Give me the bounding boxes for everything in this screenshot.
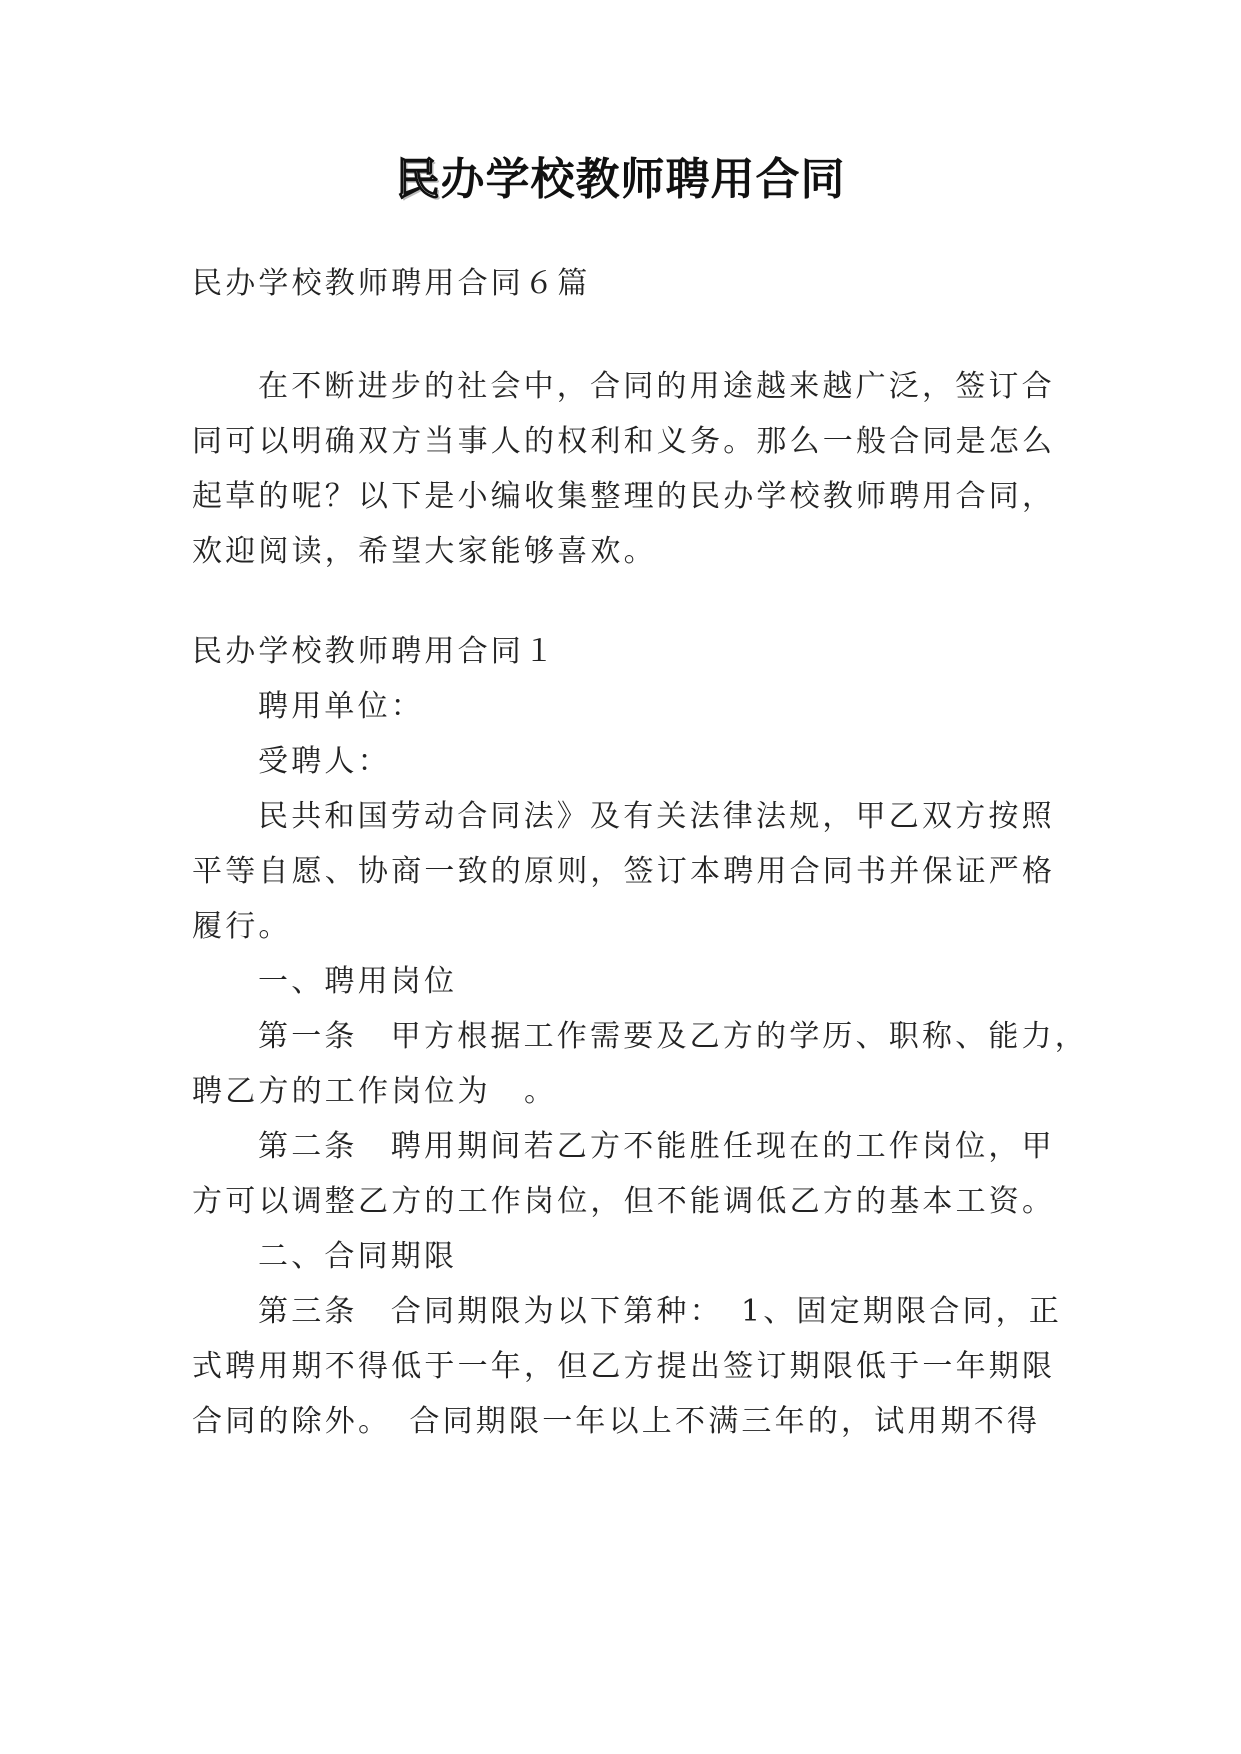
section-heading: 民办学校教师聘用合同１ bbox=[192, 634, 558, 669]
chapter-heading-2: 二、合同期限 bbox=[258, 1239, 458, 1274]
employee-label: 受聘人： bbox=[258, 744, 391, 779]
preamble-line-2: 平等自愿、协商一致的原则，签订本聘用合同书并保证严格 bbox=[192, 854, 1056, 889]
article-1-line-1: 第一条 甲方根据工作需要及乙方的学历、职称、能力， bbox=[258, 1019, 1088, 1054]
intro-paragraph-line-3: 起草的呢？以下是小编收集整理的民办学校教师聘用合同， bbox=[192, 479, 1056, 514]
intro-paragraph-line-4: 欢迎阅读，希望大家能够喜欢。 bbox=[192, 534, 657, 569]
article-3-line-3: 合同的除外。 合同期限一年以上不满三年的，试用期不得 bbox=[192, 1404, 1041, 1439]
article-3-line-1: 第三条 合同期限为以下第种： 1、固定期限合同，正 bbox=[258, 1294, 1063, 1329]
article-2-line-1: 第二条 聘用期间若乙方不能胜任现在的工作岗位，甲 bbox=[258, 1129, 1055, 1164]
subtitle-line: 民办学校教师聘用合同６篇 bbox=[192, 266, 591, 301]
employer-label: 聘用单位： bbox=[258, 689, 424, 724]
article-2-line-2: 方可以调整乙方的工作岗位，但不能调低乙方的基本工资。 bbox=[192, 1184, 1056, 1219]
article-1-line-2: 聘乙方的工作岗位为 。 bbox=[192, 1074, 558, 1109]
document-title bbox=[0, 150, 1241, 210]
chapter-heading-1: 一、聘用岗位 bbox=[258, 964, 458, 999]
intro-paragraph-line-1: 在不断进步的社会中，合同的用途越来越广泛，签订合 bbox=[258, 369, 1055, 404]
preamble-line-3: 履行。 bbox=[192, 909, 292, 944]
title-first-char: 民 bbox=[395, 154, 441, 205]
title-rest: 办学校教师聘用合同 bbox=[440, 154, 846, 205]
article-3-line-2: 式聘用期不得低于一年，但乙方提出签订期限低于一年期限 bbox=[192, 1349, 1056, 1384]
preamble-line-1: 民共和国劳动合同法》及有关法律法规，甲乙双方按照 bbox=[258, 799, 1055, 834]
intro-paragraph-line-2: 同可以明确双方当事人的权利和义务。那么一般合同是怎么 bbox=[192, 424, 1056, 459]
